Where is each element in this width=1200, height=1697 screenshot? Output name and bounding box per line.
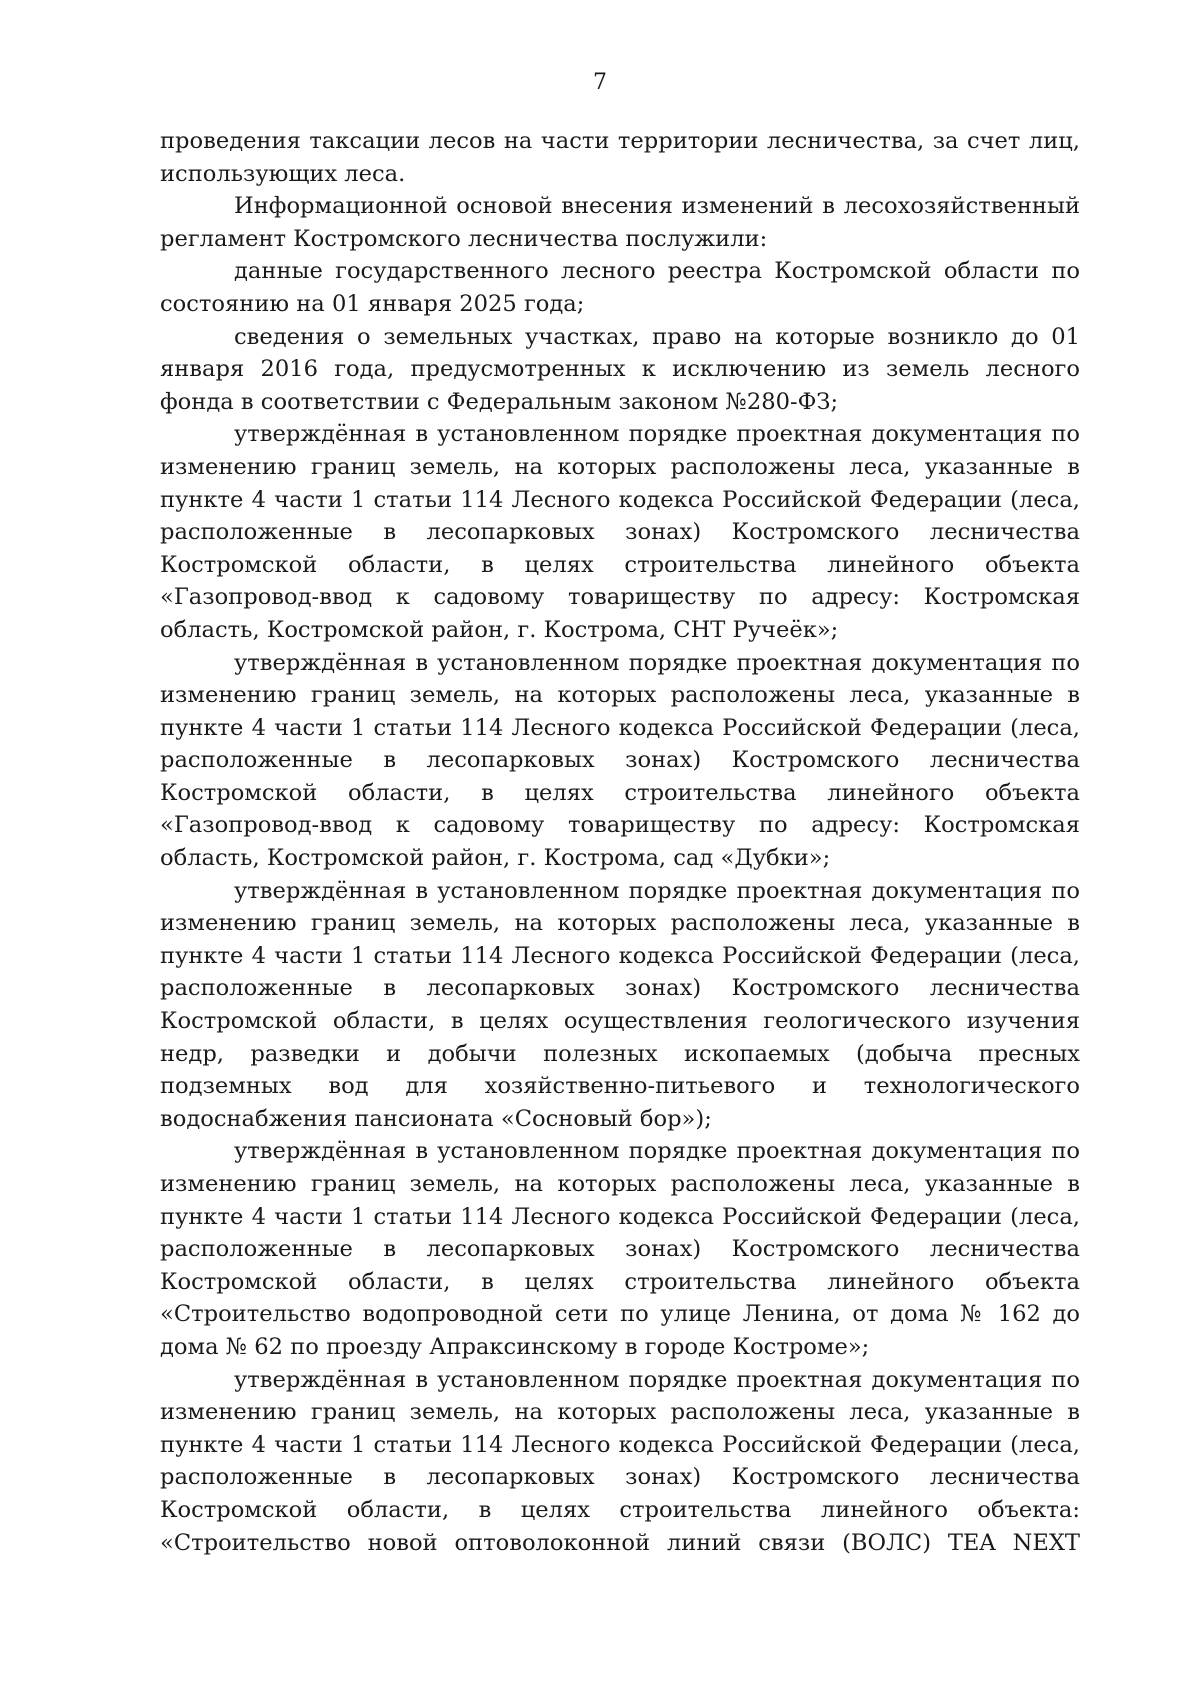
paragraph-project-gas-snt-rucheek: утверждённая в установленном порядке проектная документация по изменению границ земель, на которых расположены леса, указанные в пункте 4 части 1 статьи 114 Лесного кодекса Российской Федерации (леса, расположенные в лесопарковых зонах) Костромского лесничества Костромской области, в целях строительства линейного объекта «Газопровод-ввод к садовому товариществу по адресу: Костромская область, Костромской район, г. Кострома, СНТ Ручеёк»; (160, 421, 1080, 643)
paragraph-forest-registry: данные государственного лесного реестра Костромской области по состоянию на 01 января 2025 года; (160, 258, 1080, 317)
paragraph-project-fiber-line: утверждённая в установленном порядке проектная документация по изменению границ земель, на которых расположены леса, указанные в пункте 4 части 1 статьи 114 Лесного кодекса Российской Федерации (леса, расположенные в лесопарковых зонах) Костромского лесничества Костромской области, в целях строительства линейного объекта: «Строительство новой оптоволоконной линий связи (ВОЛС) TEA NEXT (160, 1366, 1080, 1556)
document-body (160, 125, 1080, 1559)
paragraph-information-basis: Информационной основой внесения изменений в лесохозяйственный регламент Костромского лесничества послужили: (160, 193, 1080, 252)
paragraph-project-gas-dubki: утверждённая в установленном порядке проектная документация по изменению границ земель, на которых расположены леса, указанные в пункте 4 части 1 статьи 114 Лесного кодекса Российской Федерации (леса, расположенные в лесопарковых зонах) Костромского лесничества Костромской области, в целях строительства линейного объекта «Газопровод-ввод к садовому товариществу по адресу: Костромская область, Костромской район, г. Кострома, сад «Дубки»; (160, 649, 1080, 872)
page-number: 7 (593, 70, 607, 95)
paragraph-land-plots: сведения о земельных участках, право на которые возникло до 01 января 2016 года, предусмотренных к исключению из земель лесного фонда в соответствии с Федеральным законом №280-ФЗ; (160, 323, 1080, 415)
paragraph-project-water-network: утверждённая в установленном порядке проектная документация по изменению границ земель, на которых расположены леса, указанные в пункте 4 части 1 статьи 114 Лесного кодекса Российской Федерации (леса, расположенные в лесопарковых зонах) Костромского лесничества Костромской области, в целях строительства линейного объекта «Строительство водопроводной сети по улице Ленина, от дома № 162 до дома № 62 по проезду Апраксинскому в городе Костроме»; (160, 1138, 1080, 1360)
paragraph-continuation: проведения таксации лесов на части территории лесничества, за счет лиц, использующих леса. (160, 128, 1080, 187)
paragraph-project-geology: утверждённая в установленном порядке проектная документация по изменению границ земель, на которых расположены леса, указанные в пункте 4 части 1 статьи 114 Лесного кодекса Российской Федерации (леса, расположенные в лесопарковых зонах) Костромского лесничества Костромской области, в целях осуществления геологического изучения недр, разведки и добычи полезных ископаемых (добыча пресных подземных вод для хозяйственно-питьевого и технологического водоснабжения пансионата «Сосновый бор»); (160, 877, 1080, 1132)
